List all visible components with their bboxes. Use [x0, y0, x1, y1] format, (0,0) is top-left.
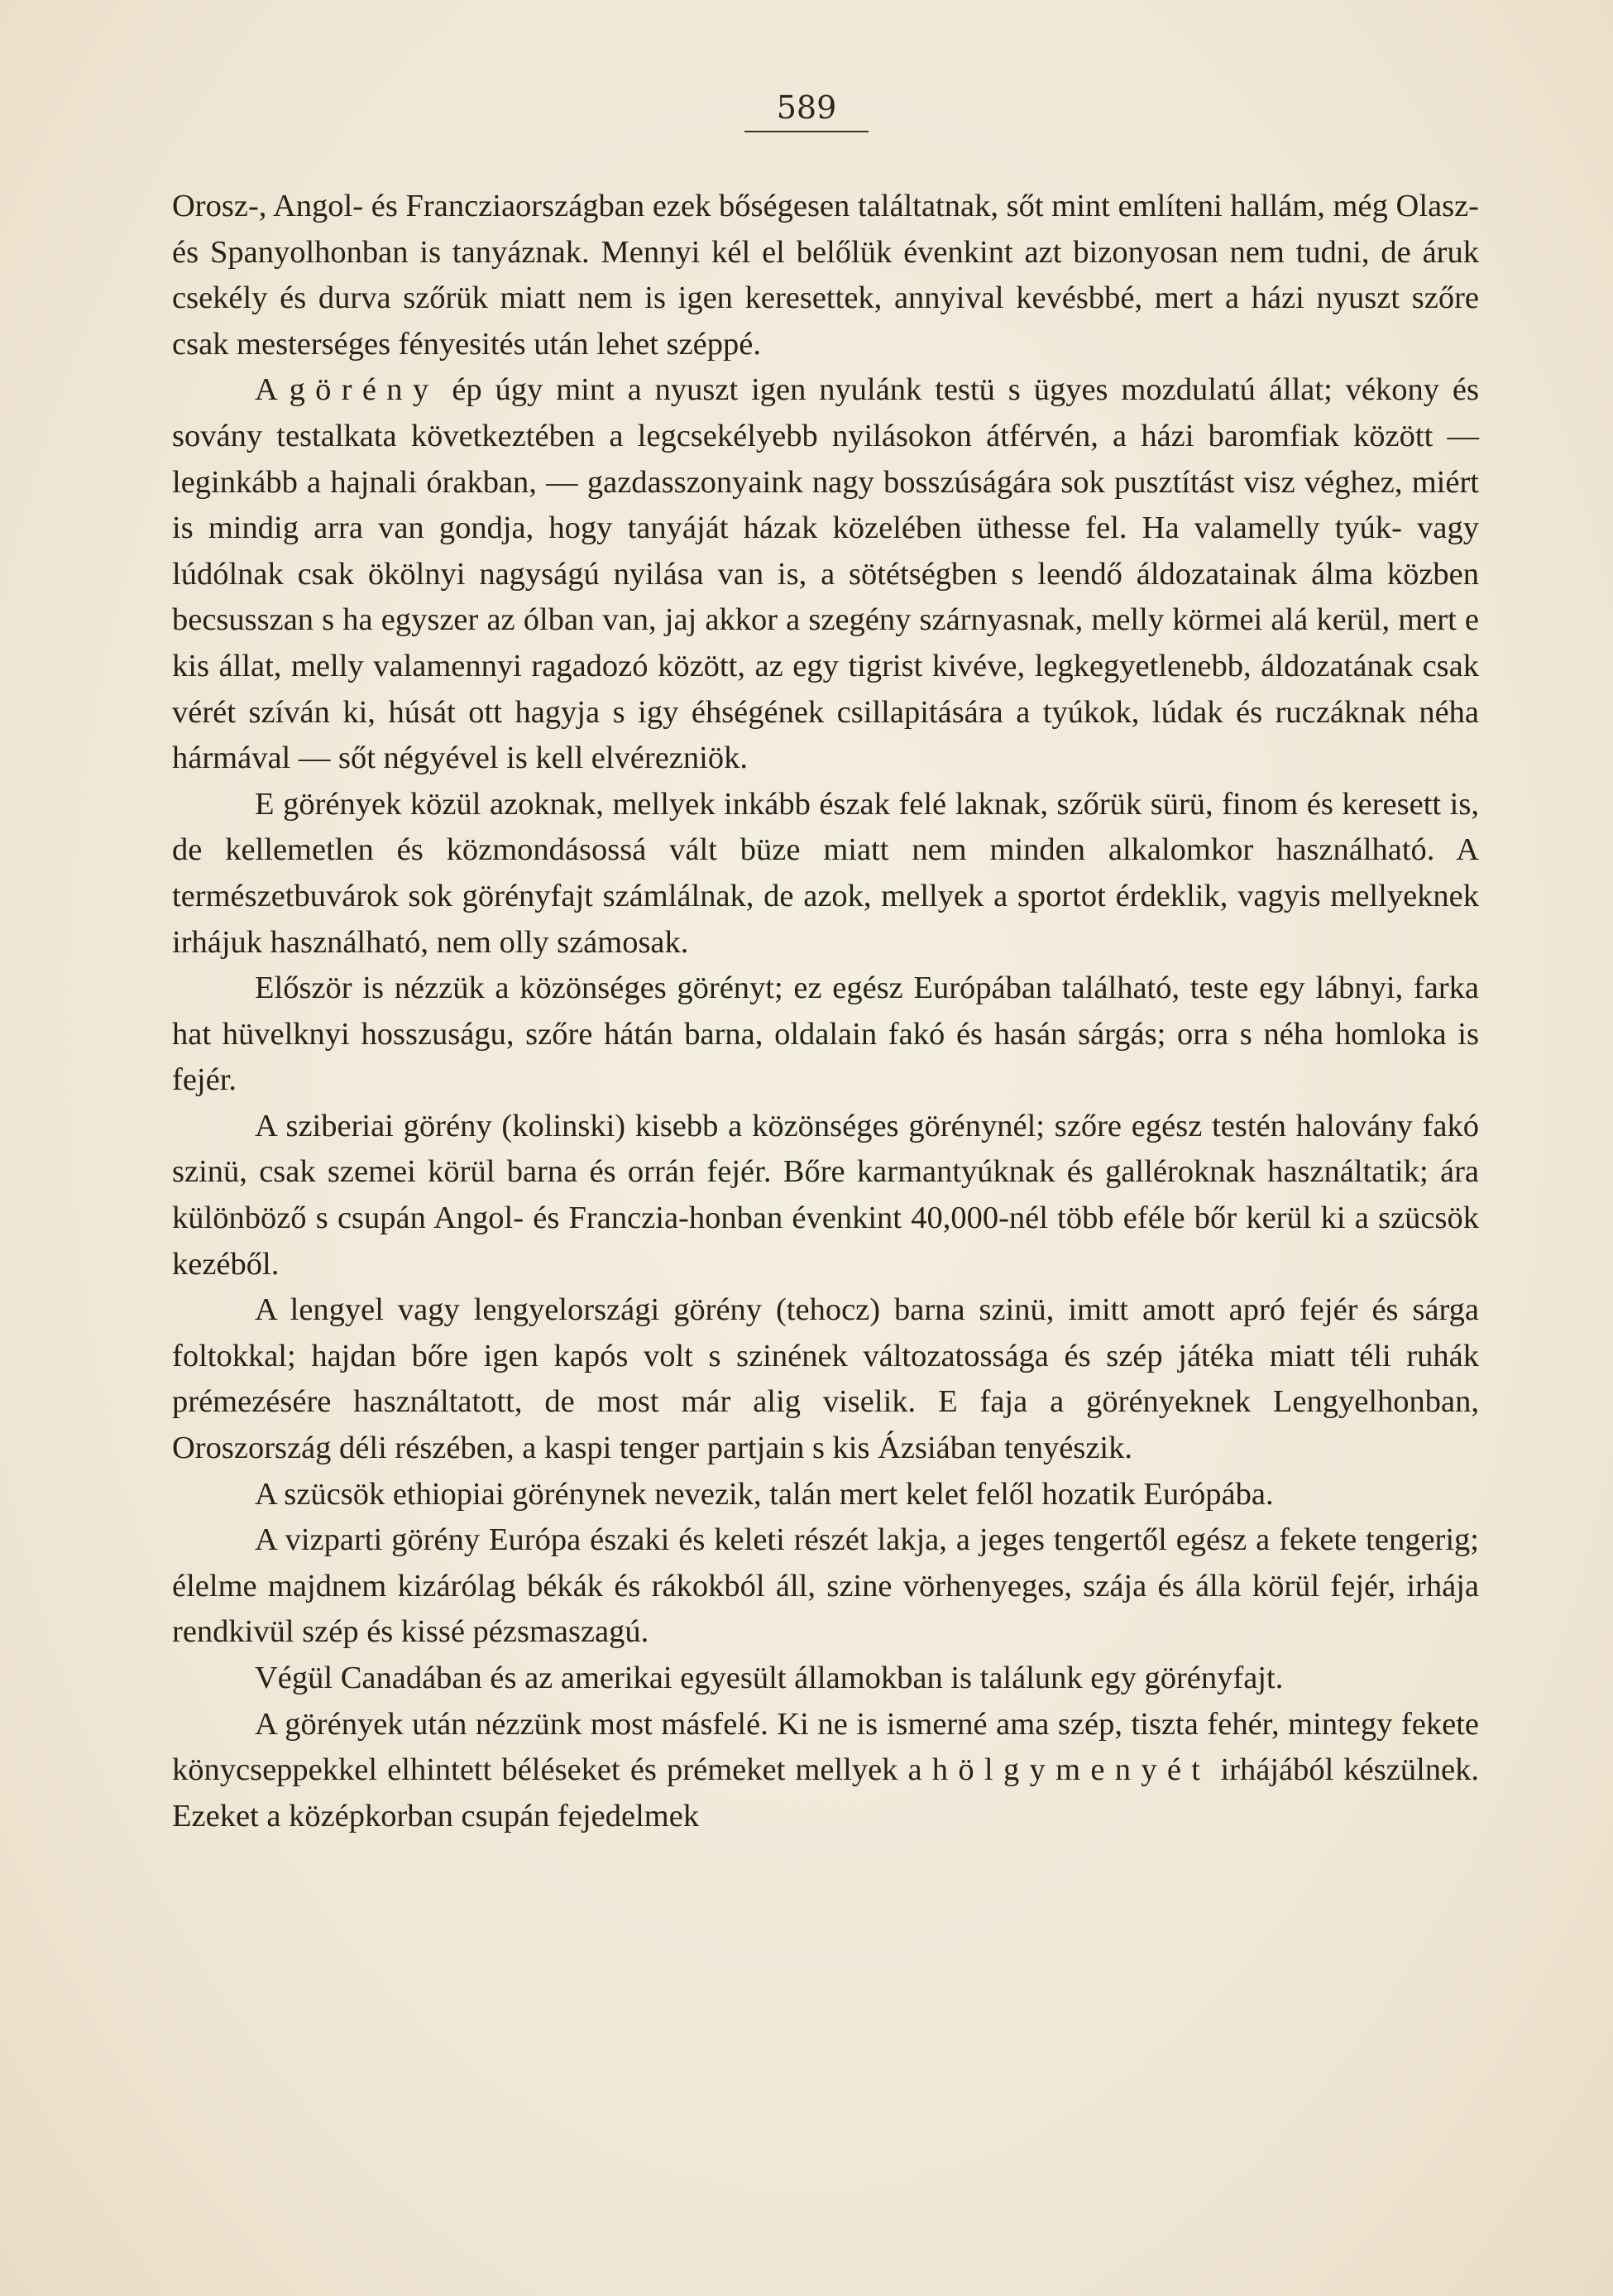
- body-text: [172, 184, 1479, 1839]
- paragraph: [172, 1517, 1479, 1656]
- text-run: E görények közül azoknak, mellyek inkább észak felé laknak, szőrük sürü, finom és keresett is, de kellemetlen és közmondásossá vált büze miatt nem minden alkalomkor használható. A természetbuvárok sok görényfajt számlálnak, de azok, mellyek a sportot érdeklik, vagyis mellyeknek irhájuk használható, nem olly számosak.: [172, 786, 1479, 960]
- text-run: ép úgy mint a nyuszt igen nyulánk testü s ügyes mozdulatú állat; vékony és sovány testalkata következtében a legcsekélyebb nyilásokon átférvén, a házi baromfiak között — leginkább a hajnali órakban, — gazdasszonyaink nagy bosszúságára sok pusztítást visz véghez, miért is mindig arra van gondja, hogy tanyáját házak közelében üthesse fel. Ha valamelly tyúk- vagy lúdólnak csak ökölnyi nagyságú nyilása van is, a sötétségben s leendő áldozatainak álma közben becsusszan s ha egyszer az ólban van, jaj akkor a szegény szárnyasnak, melly körmei alá kerül, mert e kis állat, melly valamennyi ragadozó között, az egy tigrist kivéve, legkegyetlenebb, áldozatának csak vérét szíván ki, húsát ott hagyja s igy éhségének csillapitására a tyúkok, lúdak és ruczáknak néha hármával — sőt négyével is kell elvérezniök.: [172, 372, 1479, 776]
- text-run: irhájából készülnek. Ezeket a középkorban csupán fejedelmek: [172, 1752, 1480, 1833]
- text-run: A szücsök ethiopiai görénynek nevezik, talán mert kelet felől hozatik Európába.: [255, 1476, 1274, 1512]
- text-run: A vizparti görény Európa északi és keleti részét lakja, a jeges tengertől egész a fekete tengerig; élelme majdnem kizárólag békák és rákokból áll, szine vörhenyeges, szája és álla körül fejér, irhája rendkivül szép és kissé pézsmaszagú.: [172, 1522, 1479, 1650]
- text-run: Végül Canadában és az amerikai egyesült államokban is találunk egy görényfajt.: [255, 1661, 1284, 1695]
- text-run: A lengyel vagy lengyelországi görény (tehocz) barna szinü, imitt amott apró fejér és sárga foltokkal; hajdan bőre igen kapós volt s szinének változatossága és szép játéka miatt téli ruhák prémezésére használtatott, de most már alig viselik. E faja a görényeknek Lengyelhonban, Oroszország déli részében, a kaspi tenger partjain s kis Ázsiában tenyészik.: [172, 1292, 1479, 1466]
- text-run: A: [255, 372, 290, 408]
- text-run: Először is nézzük a közönséges görényt; ez egész Európában található, teste egy lábnyi, farka hat hüvelknyi hosszuságu, szőre hátán barna, oldalain fakó és hasán sárgás; orra s néha homloka is fejér.: [172, 971, 1479, 1098]
- spaced-term: hölgymenyét: [931, 1752, 1211, 1788]
- paragraph: [172, 1104, 1479, 1287]
- text-run: A görények után nézzünk most másfelé. Ki ne is ismerné ama szép, tiszta fehér, mintegy fekete könycseppekkel elhintett béléseket és prémeket mellyek a: [172, 1706, 1479, 1788]
- paragraph: [172, 1656, 1479, 1702]
- paragraph: [172, 966, 1479, 1104]
- spaced-term: görény: [289, 372, 439, 408]
- text-run: Orosz-, Angol- és Francziaországban ezek bőségesen találtatnak, sőt mint említeni hallám, még Olasz- és Spanyolhonban is tanyáznak. Mennyi kél el belőlük évenkint azt bizonyosan nem tudni, de áruk csekély és durva szőrük miatt nem is igen keresettek, annyival kevésbbé, mert a házi nyuszt szőre csak mesterséges fényesités után lehet széppé.: [172, 189, 1479, 362]
- paragraph: [172, 1472, 1479, 1518]
- page-header: [0, 89, 1613, 132]
- paragraph: [172, 1702, 1479, 1840]
- text-run: A sziberiai görény (kolinski) kisebb a közönséges görénynél; szőre egész testén halovány fakó szinü, csak szemei körül barna és orrán fejér. Bőre karmantyúknak és galléroknak használtatik; ára különböző s csupán Angol- és Franczia-honban évenkint 40,000-nél több eféle bőr kerül ki a szücsök kezéből.: [172, 1108, 1479, 1282]
- paragraph: [172, 782, 1479, 966]
- paragraph: [172, 184, 1479, 367]
- paragraph: [172, 1287, 1479, 1471]
- page-number: 589: [744, 89, 869, 132]
- paragraph: [172, 367, 1479, 781]
